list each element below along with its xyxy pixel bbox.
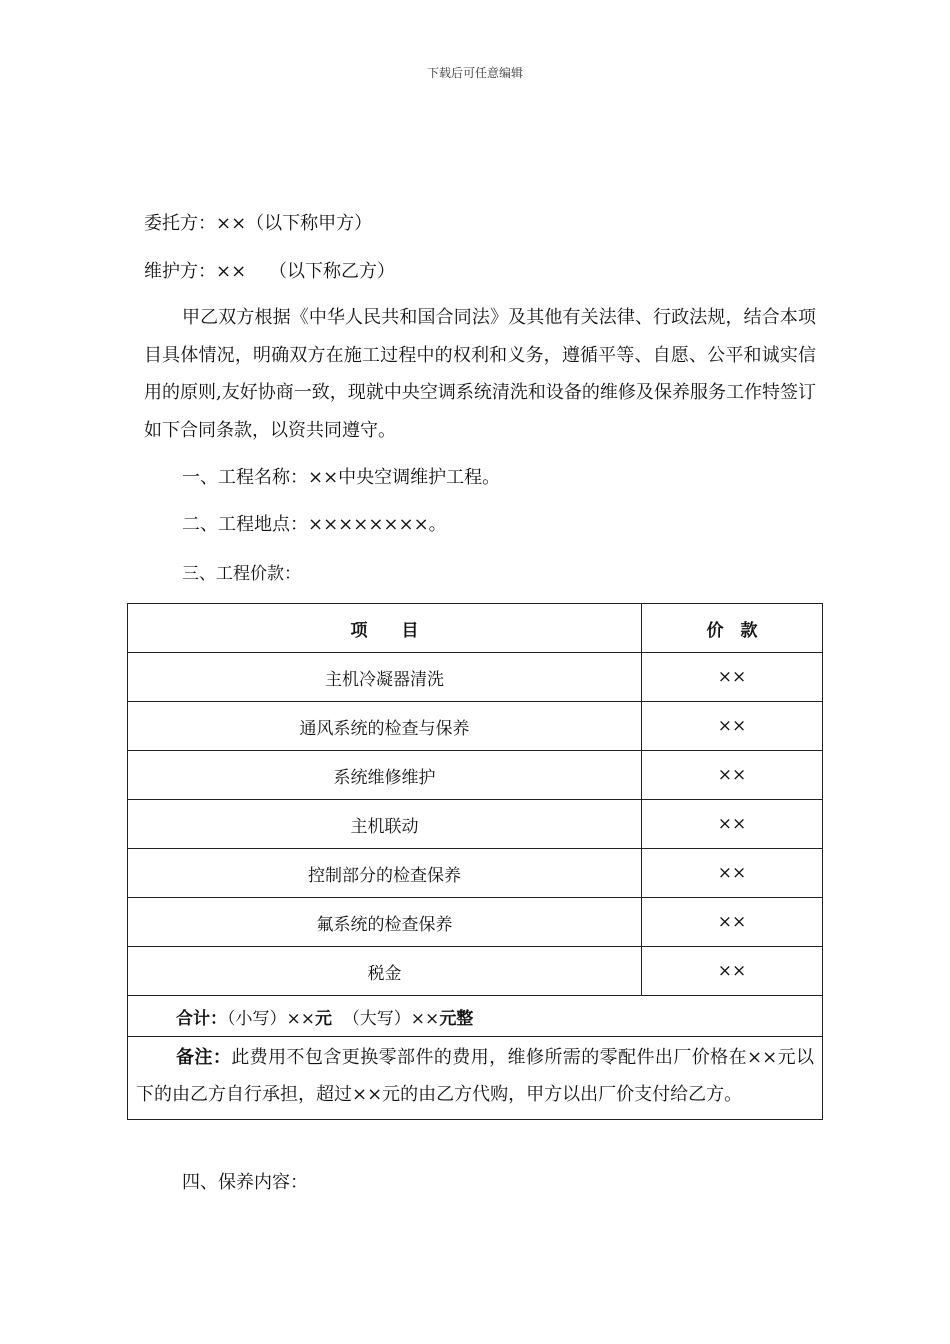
note-label: 备注： <box>176 1047 232 1068</box>
client-line: 委托方：××（以下称甲方） <box>144 213 373 234</box>
note-text: 此费用不包含更换零部件的费用，维修所需的零配件出厂价格在××元以下的由乙方自行承担，超过××元的由乙方代购，甲方以出厂价支付给乙方。 <box>136 1047 814 1105</box>
table-header-row <box>128 604 823 653</box>
intro-paragraph: 甲乙双方根据《中华人民共和国合同法》及其他有关法律、行政法规，结合本项目具体情况，明确双方在施工过程中的权利和义务，遵循平等、自愿、公平和诚实信用的原则,友好协商一致，现就中央空调系统清洗和设备的维修及保养服务工作特签订如下合同条款，以资共同遵守。 <box>144 307 816 441</box>
table-row <box>128 849 823 898</box>
total-big-unit: 元整 <box>439 1008 474 1029</box>
row-item: 通风系统的检查与保养 <box>128 702 642 751</box>
row-item: 系统维修维护 <box>128 751 642 800</box>
row-item: 氟系统的检查保养 <box>128 898 642 947</box>
table-row <box>128 653 823 702</box>
page-header: 下载后可任意编辑 <box>426 66 523 80</box>
section-project-name: 一、工程名称：××中央空调维护工程。 <box>182 467 501 488</box>
section-project-location: 二、工程地点：××××××××。 <box>182 514 447 535</box>
row-item: 税金 <box>128 947 642 996</box>
row-item: 主机冷凝器清洗 <box>128 653 642 702</box>
table-row <box>128 898 823 947</box>
row-price: ×× <box>642 653 823 702</box>
total-big: （大写）×× <box>342 1008 440 1029</box>
table-row <box>128 800 823 849</box>
note-row <box>128 1037 823 1120</box>
row-price: ×× <box>642 751 823 800</box>
total-small-unit: 元 <box>315 1008 332 1029</box>
header-price: 价 款 <box>642 604 823 653</box>
total-small: （小写）×× <box>227 1008 315 1029</box>
table-row <box>128 947 823 996</box>
header-item: 项 目 <box>128 604 642 653</box>
total-cell <box>128 996 823 1037</box>
table-row <box>128 751 823 800</box>
table-row <box>128 702 823 751</box>
row-price: ×× <box>642 898 823 947</box>
row-item: 主机联动 <box>128 800 642 849</box>
row-price: ×× <box>642 947 823 996</box>
row-price: ×× <box>642 800 823 849</box>
total-row <box>128 996 823 1037</box>
row-item: 控制部分的检查保养 <box>128 849 642 898</box>
note-cell <box>128 1037 823 1120</box>
price-table <box>127 603 823 1120</box>
section-maintenance-content: 四、保养内容： <box>182 1172 308 1193</box>
row-price: ×× <box>642 849 823 898</box>
maintainer-line: 维护方：×× （以下称乙方） <box>144 261 396 282</box>
row-price: ×× <box>642 702 823 751</box>
section-project-price: 三、工程价款： <box>182 564 301 584</box>
total-label: 合计： <box>176 1008 227 1029</box>
